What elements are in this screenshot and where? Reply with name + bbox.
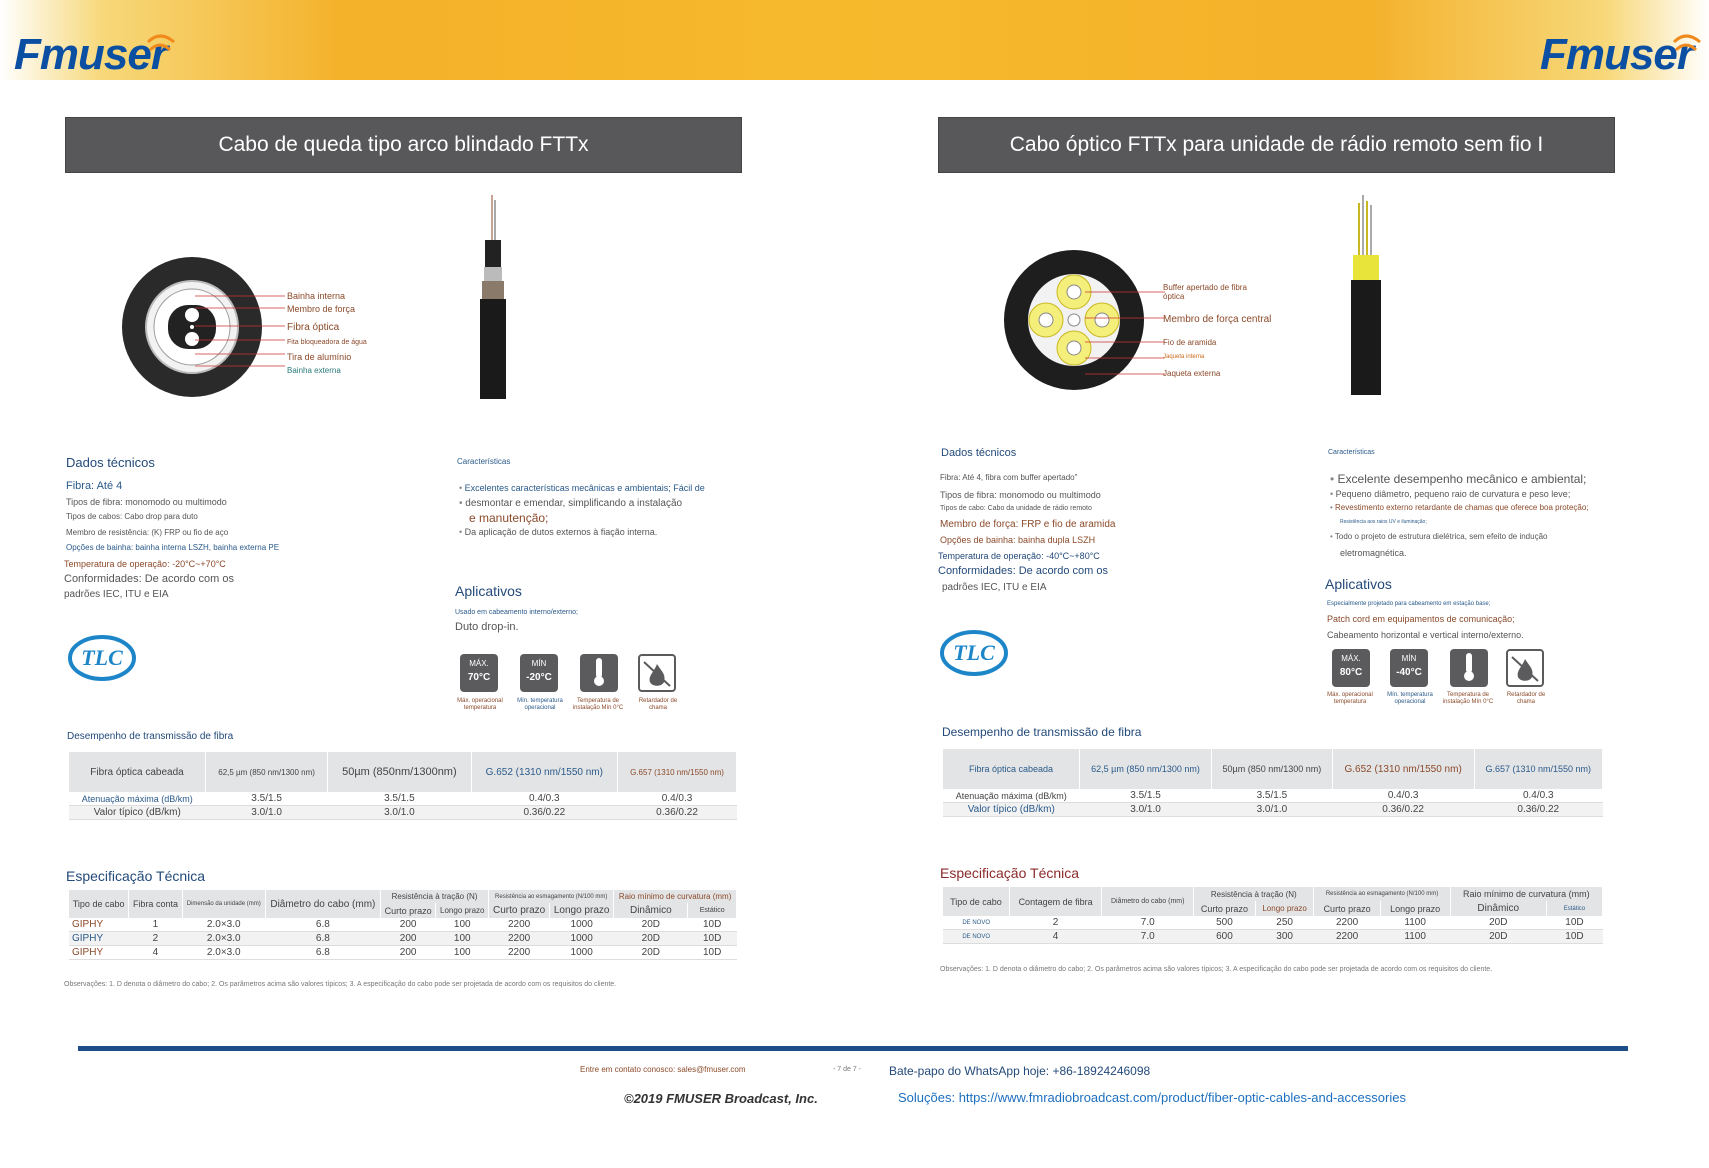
left-note: Observações: 1. D denota o diâmetro do cabo; 2. Os parâmetros acima são valores típicos; 3. A especificação do cabo pode ser projetada de acordo com os requisitos do cliente. xyxy=(64,981,617,988)
tech-line: Membro de resistência: (K) FRP ou fio de aço xyxy=(66,528,229,537)
thermometer-icon xyxy=(580,654,618,692)
flame-retardant-icon xyxy=(1506,649,1544,687)
right-perf-table: Fibra óptica cabeada 62,5 µm (850 nm/1300 nm) 50µm (850 nm/1300 nm) G.652 (1310 nm/1550 nm) G.657 (1310 nm/1550 nm) Atenuação máxima (dB/km) 3.5/1.5 3.5/1.5 0.4/0.3 0.4/0.3 Valor típico (dB/km) 3.0/1.0 3.0/1.0 0.36/0.22 0.36/0.22 xyxy=(943,749,1603,817)
tech-line: Temperatura de operação: -20°C~+70°C xyxy=(64,559,226,569)
tech-line: Tipos de cabo: Cabo da unidade de rádio remoto xyxy=(940,505,1092,512)
whatsapp-text: Bate-papo do WhatsApp hoje: +86-18924246098 xyxy=(889,1064,1151,1078)
contact-link[interactable]: Entre em contato conosco: sales@fmuser.com xyxy=(580,1065,746,1074)
tech-line: Tipos de cabos: Cabo drop para duto xyxy=(66,512,198,521)
callout-label: Fita bloqueadora de água xyxy=(287,339,367,346)
char-line: • Revestimento externo retardante de chamas que oferece boa proteção; xyxy=(1330,503,1589,512)
tech-line: Tipos de fibra: monomodo ou multimodo xyxy=(66,497,227,507)
app-line: Cabeamento horizontal e vertical interno/externo. xyxy=(1327,630,1524,640)
max-temp-icon: MÁX. 80°C xyxy=(1332,649,1370,687)
icon-label: Mín. temperatura operacional xyxy=(517,698,563,712)
char-line: • Excelente desempenho mecânico e ambiental; xyxy=(1330,472,1586,486)
header-banner xyxy=(0,0,1709,80)
callout-label: Jaqueta externa xyxy=(1163,369,1221,378)
left-callout-lines xyxy=(195,290,285,370)
right-title: Cabo óptico FTTx para unidade de rádio remoto sem fio I xyxy=(1009,133,1544,156)
right-apps-title: Aplicativos xyxy=(1325,576,1392,592)
left-tech-title: Dados técnicos xyxy=(66,455,155,470)
flame-retardant-icon xyxy=(638,654,676,692)
right-tech-title: Dados técnicos xyxy=(941,447,1017,459)
callout-label: Fio de aramida xyxy=(1163,338,1217,347)
char-line: Resistência aos raios UV e iluminação; xyxy=(1340,519,1427,525)
right-spec-title: Especificação Técnica xyxy=(940,865,1080,881)
tech-line: Opções de bainha: bainha dupla LSZH xyxy=(940,535,1096,545)
tech-line: Fibra: Até 4 xyxy=(66,480,123,492)
callout-label: Jaqueta interna xyxy=(1163,354,1205,360)
left-title-bar xyxy=(65,117,742,173)
icon-label: Máx. operacional temperatura xyxy=(457,698,503,712)
callout-label: Bainha externa xyxy=(287,366,341,375)
left-cable-side-view xyxy=(470,195,510,405)
tlc-logo xyxy=(940,630,1008,676)
char-line: • Pequeno diâmetro, pequeno raio de curvatura e peso leve; xyxy=(1330,489,1570,499)
right-note: Observações: 1. D denota o diâmetro do cabo; 2. Os parâmetros acima são valores típicos; 3. A especificação do cabo pode ser projetada de acordo com os requisitos do cliente. xyxy=(940,966,1493,973)
callout-label: Buffer apertado de fibra óptica xyxy=(1163,283,1247,301)
tech-line: Fibra: Até 4, fibra com buffer apertado" xyxy=(940,473,1078,482)
tech-line: Temperatura de operação: -40°C~+80°C xyxy=(938,551,1100,561)
left-title: Cabo de queda tipo arco blindado FTTx xyxy=(218,133,589,156)
left-perf-table: Fibra óptica cabeada 62,5 µm (850 nm/1300 nm) 50µm (850nm/1300nm) G.652 (1310 nm/1550 nm) G.657 (1310 nm/1550 nm) Atenuação máxima (dB/km) 3.5/1.5 3.5/1.5 0.4/0.3 0.4/0.3 Valor típico (dB/km) 3.0/1.0 3.0/1.0 0.36/0.22 0.36/0.22 xyxy=(69,752,737,820)
right-perf-title: Desempenho de transmissão de fibra xyxy=(942,725,1142,739)
tech-line: padrões IEC, ITU e EIA xyxy=(64,589,169,600)
tech-line: Membro de força: FRP e fio de aramida xyxy=(940,519,1116,530)
fmuser-logo-left: Fmuser xyxy=(14,30,167,79)
tlc-logo xyxy=(68,635,136,681)
app-line: Duto drop-in. xyxy=(455,621,519,633)
svg-text:TLC: TLC xyxy=(81,645,123,670)
left-apps-title: Aplicativos xyxy=(455,583,522,599)
tech-line: Conformidades: De acordo com os xyxy=(64,573,234,585)
right-title-bar xyxy=(938,117,1615,173)
svg-text:TLC: TLC xyxy=(953,640,995,665)
callout-label: Bainha interna xyxy=(287,291,346,301)
right-callout-lines xyxy=(1085,288,1165,378)
callout-label: Fibra óptica xyxy=(287,322,340,333)
icon-label: Temperatura de instalação Mín 0°C xyxy=(572,698,624,712)
tech-line: Opções de bainha: bainha interna LSZH, bainha externa PE xyxy=(66,543,280,552)
app-line: Patch cord em equipamentos de comunicação; xyxy=(1327,614,1515,624)
char-line: • Da aplicação de dutos externos à fiação interna. xyxy=(459,527,657,537)
fmuser-logo-right: Fmuser xyxy=(1540,30,1693,79)
icon-label: Retardador de chama xyxy=(1506,692,1546,706)
tech-line: padrões IEC, ITU e EIA xyxy=(942,582,1047,593)
right-cable-side-view xyxy=(1345,195,1385,400)
app-line: Especialmente projetado para cabeamento em estação base; xyxy=(1327,601,1491,607)
tech-line: Tipos de fibra: monomodo ou multimodo xyxy=(940,490,1101,500)
max-temp-icon: MÁX. 70°C xyxy=(460,654,498,692)
icon-label: Máx. operacional temperatura xyxy=(1327,692,1373,706)
min-temp-icon: MÍN -20°C xyxy=(520,654,558,692)
footer-divider xyxy=(78,1046,1628,1051)
solutions-link[interactable]: Soluções: https://www.fmradiobroadcast.com/product/fiber-optic-cables-and-accessories xyxy=(898,1090,1406,1105)
app-line: Usado em cabeamento interno/externo; xyxy=(455,609,578,616)
icon-label: Temperatura de instalação Mín 0°C xyxy=(1442,692,1494,706)
icon-label: Retardador de chama xyxy=(638,698,678,712)
left-spec-table: Tipo de cabo Fibra conta Dimensão da unidade (mm) Diâmetro do cabo (mm) Resistência à tração (N) Resistência ao esmagamento (N/100 mm) Raio mínimo de curvatura (mm) Curto prazo Longo prazo Curto prazo Longo prazo Dinâmico Estático GIPHY 1 2.0×3.0 6.8 200 100 2200 1000 20D 10D GIPHY 2 2.0×3.0 6.8 200 100 2200 1000 20D 10D GIPHY 4 2.0×3.0 6.8 200 100 2200 1000 20D 10D xyxy=(69,890,737,960)
icon-label: Mín. temperatura operacional xyxy=(1387,692,1433,706)
char-line: • Todo o projeto de estrutura dielétrica, sem efeito de indução xyxy=(1330,532,1547,541)
thermometer-icon xyxy=(1450,649,1488,687)
signal-waves-icon xyxy=(146,30,176,52)
copyright: ©2019 FMUSER Broadcast, Inc. xyxy=(624,1091,818,1106)
min-temp-icon: MÍN -40°C xyxy=(1390,649,1428,687)
left-perf-title: Desempenho de transmissão de fibra xyxy=(67,731,234,742)
left-char-title: Características xyxy=(457,457,511,466)
char-line: • desmontar e emendar, simplificando a instalação xyxy=(459,498,682,509)
callout-label: Tira de alumínio xyxy=(287,352,352,362)
char-line: eletromagnética. xyxy=(1340,548,1407,558)
callout-label: Membro de força central xyxy=(1163,314,1272,325)
signal-waves-icon xyxy=(1672,30,1702,52)
char-line: • Excelentes características mecânicas e ambientais; Fácil de xyxy=(459,483,705,493)
left-spec-title: Especificação Técnica xyxy=(66,868,206,884)
page-number: - 7 de 7 - xyxy=(833,1066,862,1073)
right-spec-table: Tipo de cabo Contagem de fibra Diâmetro do cabo (mm) Resistência à tração (N) Resistência ao esmagamento (N/100 mm) Raio mínimo de curvatura (mm) Curto prazo Longo prazo Curto prazo Longo prazo Dinâmico Estático DE NOVO 2 7.0 500 250 2200 1100 20D 10D DE NOVO 4 7.0 600 300 2200 1100 20D 10D xyxy=(943,887,1603,944)
char-line: e manutenção; xyxy=(469,511,549,525)
callout-label: Membro de força xyxy=(287,304,356,314)
right-char-title: Características xyxy=(1328,449,1375,456)
tech-line: Conformidades: De acordo com os xyxy=(938,565,1108,577)
